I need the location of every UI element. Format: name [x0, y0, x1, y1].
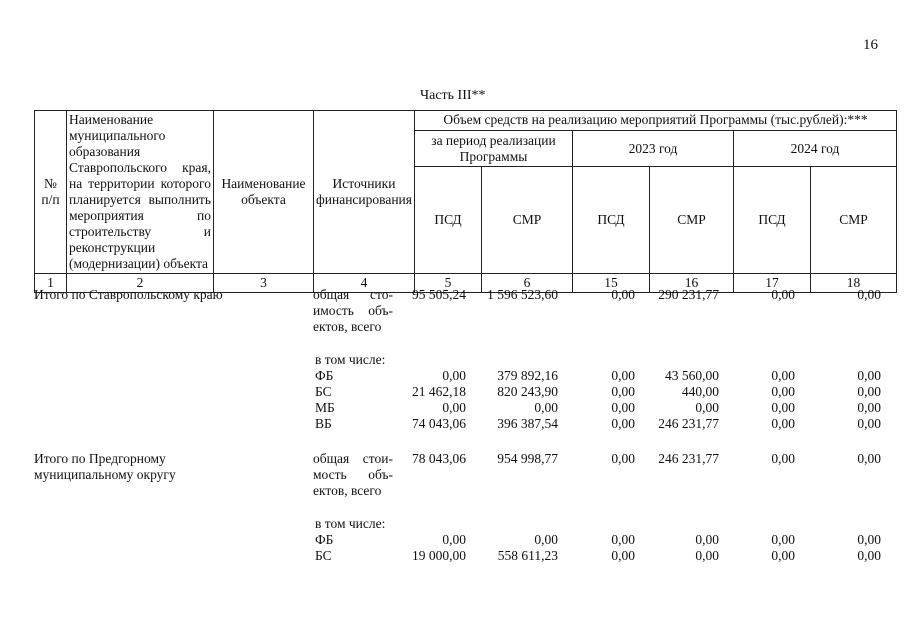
block-title: Итого по Ставропольскому краю — [34, 287, 223, 302]
value-cell: 21 462,18 — [412, 384, 466, 399]
header-psd: ПСД — [414, 167, 481, 274]
value-cell: 0,00 — [857, 416, 881, 431]
value-cell: 954 998,77 — [497, 451, 558, 466]
value-cell: 0,00 — [442, 532, 466, 547]
source-label: ФБ — [315, 532, 334, 547]
block-title-line: Итого по Предгорному — [34, 451, 166, 466]
header-table — [34, 110, 897, 293]
header-year-2023: 2023 год — [572, 130, 733, 167]
value-cell: 0,00 — [771, 532, 795, 547]
source-label: МБ — [315, 400, 335, 415]
value-cell: 19 000,00 — [412, 548, 466, 563]
column-number: 4 — [314, 274, 415, 293]
source-total-line: общая сто- — [313, 287, 393, 302]
value-cell: 0,00 — [695, 548, 719, 563]
value-cell: 43 560,00 — [665, 368, 719, 383]
page-number: 16 — [863, 37, 878, 53]
value-cell: 0,00 — [534, 400, 558, 415]
value-cell: 0,00 — [534, 532, 558, 547]
value-cell: 246 231,77 — [658, 451, 719, 466]
source-label: БС — [315, 384, 332, 399]
header-col-object: Наименование объекта — [214, 111, 314, 274]
header-col-municipality: Наименование муниципального образования Ставропольского края, на территории которого планируется выполнить мероприятия по строительству и реконструкции (модернизации) объекта — [67, 111, 214, 274]
value-cell: 0,00 — [611, 451, 635, 466]
value-cell: 0,00 — [857, 451, 881, 466]
value-cell: 290 231,77 — [658, 287, 719, 302]
value-cell: 0,00 — [611, 400, 635, 415]
value-cell: 0,00 — [771, 287, 795, 302]
column-number: 5 — [414, 274, 481, 293]
value-cell: 0,00 — [611, 548, 635, 563]
source-total-line: ектов, всего — [313, 319, 382, 334]
column-number: 17 — [733, 274, 810, 293]
value-cell: 396 387,54 — [497, 416, 558, 431]
value-cell: 0,00 — [771, 384, 795, 399]
header-col-funding: Объем средств на реализацию мероприятий Программы (тыс.рублей):*** — [414, 111, 896, 131]
source-total-line: ектов, всего — [313, 483, 382, 498]
value-cell: 0,00 — [857, 384, 881, 399]
value-cell: 1 596 523,60 — [487, 287, 558, 302]
value-cell: 78 043,06 — [412, 451, 466, 466]
value-cell: 820 243,90 — [497, 384, 558, 399]
column-number: 18 — [810, 274, 896, 293]
including-label: в том числе: — [315, 516, 386, 531]
column-number: 6 — [481, 274, 572, 293]
header-col-sources: Источники финансирования — [314, 111, 415, 274]
column-number: 15 — [572, 274, 649, 293]
column-number: 2 — [67, 274, 214, 293]
source-total-line: имость объ- — [313, 303, 393, 318]
value-cell: 0,00 — [857, 368, 881, 383]
source-label: БС — [315, 548, 332, 563]
value-cell: 0,00 — [857, 400, 881, 415]
column-number: 3 — [214, 274, 314, 293]
header-period-total: за период реализации Программы — [414, 130, 572, 167]
header-year-2024: 2024 год — [733, 130, 896, 167]
column-number: 16 — [649, 274, 733, 293]
part-title: Часть III** — [420, 88, 486, 103]
header-col-no: № п/п — [35, 111, 67, 274]
value-cell: 0,00 — [771, 548, 795, 563]
header-smr: СМР — [810, 167, 896, 274]
value-cell: 0,00 — [611, 384, 635, 399]
value-cell: 0,00 — [771, 451, 795, 466]
column-number: 1 — [35, 274, 67, 293]
value-cell: 0,00 — [771, 368, 795, 383]
value-cell: 379 892,16 — [497, 368, 558, 383]
value-cell: 0,00 — [611, 287, 635, 302]
value-cell: 0,00 — [857, 287, 881, 302]
value-cell: 0,00 — [695, 532, 719, 547]
value-cell: 95 505,24 — [412, 287, 466, 302]
value-cell: 246 231,77 — [658, 416, 719, 431]
including-label: в том числе: — [315, 352, 386, 367]
value-cell: 0,00 — [442, 368, 466, 383]
value-cell: 0,00 — [611, 416, 635, 431]
value-cell: 0,00 — [771, 400, 795, 415]
header-psd: ПСД — [733, 167, 810, 274]
value-cell: 0,00 — [695, 400, 719, 415]
value-cell: 0,00 — [611, 532, 635, 547]
source-total-line: мость объ- — [313, 467, 393, 482]
source-total-line: общая стои- — [313, 451, 393, 466]
value-cell: 0,00 — [771, 416, 795, 431]
source-label: ФБ — [315, 368, 334, 383]
value-cell: 0,00 — [442, 400, 466, 415]
value-cell: 0,00 — [611, 368, 635, 383]
value-cell: 440,00 — [681, 384, 719, 399]
header-psd: ПСД — [572, 167, 649, 274]
value-cell: 0,00 — [857, 532, 881, 547]
header-smr: СМР — [481, 167, 572, 274]
source-label: ВБ — [315, 416, 332, 431]
value-cell: 74 043,06 — [412, 416, 466, 431]
block-title-line: муниципальному округу — [34, 467, 176, 482]
value-cell: 0,00 — [857, 548, 881, 563]
value-cell: 558 611,23 — [497, 548, 558, 563]
header-smr: СМР — [649, 167, 733, 274]
